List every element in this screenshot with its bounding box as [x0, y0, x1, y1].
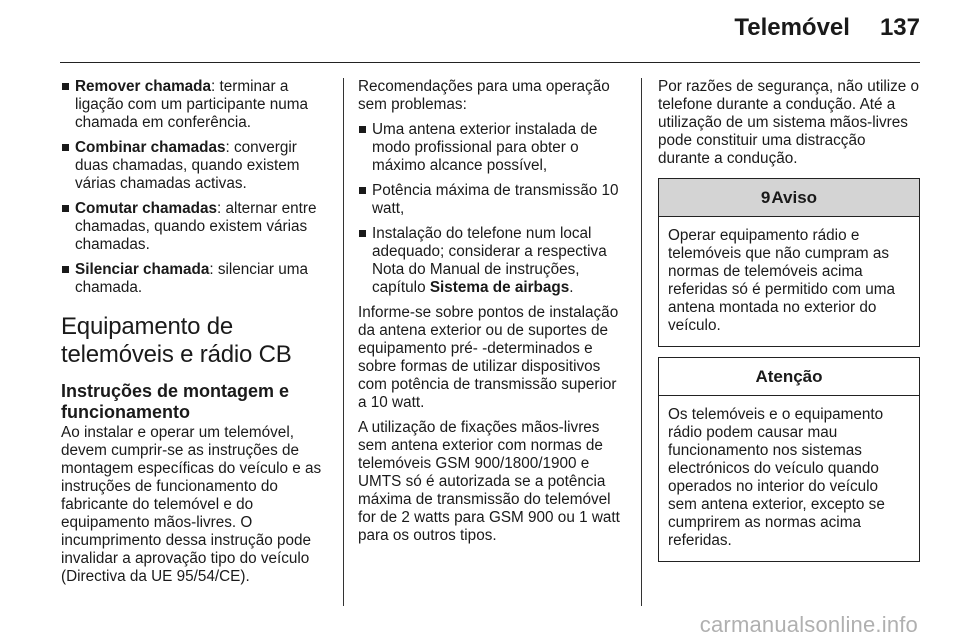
list-item-text: : terminar a ligação com um participante numa chamada em conferência.	[75, 78, 308, 131]
list-item	[61, 78, 333, 132]
column-divider	[641, 78, 642, 606]
warning-box-title: Aviso	[771, 188, 818, 207]
list-item-text: : silenciar uma chamada.	[75, 261, 308, 296]
body-paragraph: A utilização de fixações mãos-livres sem antena exterior com normas de telemóveis GSM 900/1800/1900 e UMTS só é autorizada se a potência máxima de transmissão do telemóvel for de 2 watts para GSM 900 ou 1 watt para os outros tipos.	[358, 419, 620, 544]
list-item-term: Silenciar chamada	[75, 261, 210, 278]
list-item-text: : convergir duas chamadas, quando existem várias chamadas activas.	[75, 139, 300, 192]
body-paragraph: Por razões de segurança, não utilize o telefone durante a condução. Até a utilização de um sistema mãos-livres pode constituir uma distracção durante a condução.	[658, 78, 920, 167]
intro-paragraph: Recomendações para uma operação sem problemas:	[358, 78, 610, 113]
list-item-term: Remover chamada	[75, 78, 212, 95]
bullet-square-icon	[62, 83, 69, 90]
column-2	[358, 78, 624, 552]
list-item-text: Instalação do telefone num local adequado; considerar a respectiva Nota do Manual de instruções, capítulo	[372, 225, 607, 296]
warning-box	[658, 178, 920, 347]
list-item-term: Comutar chamadas	[75, 200, 217, 217]
header-divider	[60, 62, 920, 63]
list-item	[61, 200, 333, 254]
list-item-text: Potência máxima de transmissão 10 watt,	[372, 182, 619, 217]
bullet-square-icon	[359, 230, 366, 237]
caution-box-header: Atenção	[659, 358, 919, 396]
caution-box-body: Os telemóveis e o equipamento rádio podem causar mau funcionamento nos sistemas electrónicos do veículo quando operados no interior do veículo sem antena exterior, excepto se cumprirem as normas acima referidas.	[668, 406, 885, 549]
warning-icon: 9	[760, 188, 771, 207]
page-number: 137	[879, 14, 920, 41]
list-item-suffix: .	[569, 279, 574, 296]
subsection-heading: Instruções de montagem e funcionamento	[61, 381, 290, 422]
chapter-reference: Sistema de airbags	[429, 279, 570, 296]
bullet-square-icon	[62, 144, 69, 151]
warning-box-body: Operar equipamento rádio e telemóveis que não cumpram as normas de telemóveis acima referidas só é permitido com uma antena montada no exterior do veículo.	[668, 227, 895, 334]
bullet-square-icon	[359, 126, 366, 133]
watermark: carmanualsonline.info	[699, 612, 918, 637]
list-item-text: : alternar entre chamadas, quando existem várias chamadas.	[75, 200, 317, 253]
body-paragraph: Ao instalar e operar um telemóvel, devem cumprir-se as instruções de montagem específicas do veículo e as instruções de funcionamento do fabricante do telemóvel e do equipamento mãos-livres. O incumprimento dessa instrução pode invalidar a aprovação tipo do veículo (Directiva da UE 95/54/CE).	[61, 424, 322, 585]
bullet-square-icon	[62, 266, 69, 273]
column-divider	[343, 78, 344, 606]
section-heading: Equipamento de telemóveis e rádio CB	[61, 313, 292, 368]
list-item-text: Uma antena exterior instalada de modo profissional para obter o máximo alcance possível,	[372, 121, 598, 174]
list-item	[358, 182, 624, 218]
caution-box	[658, 357, 920, 562]
page-header	[734, 14, 920, 42]
list-item	[61, 261, 333, 297]
bullet-square-icon	[62, 205, 69, 212]
warning-box-header	[659, 179, 919, 217]
column-3	[658, 78, 920, 562]
list-item-term: Combinar chamadas	[75, 139, 226, 156]
list-item	[358, 225, 624, 297]
page-title: Telemóvel	[734, 14, 850, 41]
bullet-square-icon	[359, 187, 366, 194]
list-item	[61, 139, 333, 193]
body-paragraph: Informe-se sobre pontos de instalação da antena exterior ou de suportes de equipamento pré- -determinados e sobre formas de utilizar dispositivos com potência de transmissão superior a 10 watt.	[358, 304, 619, 411]
list-item	[358, 121, 624, 175]
column-1	[61, 78, 333, 593]
